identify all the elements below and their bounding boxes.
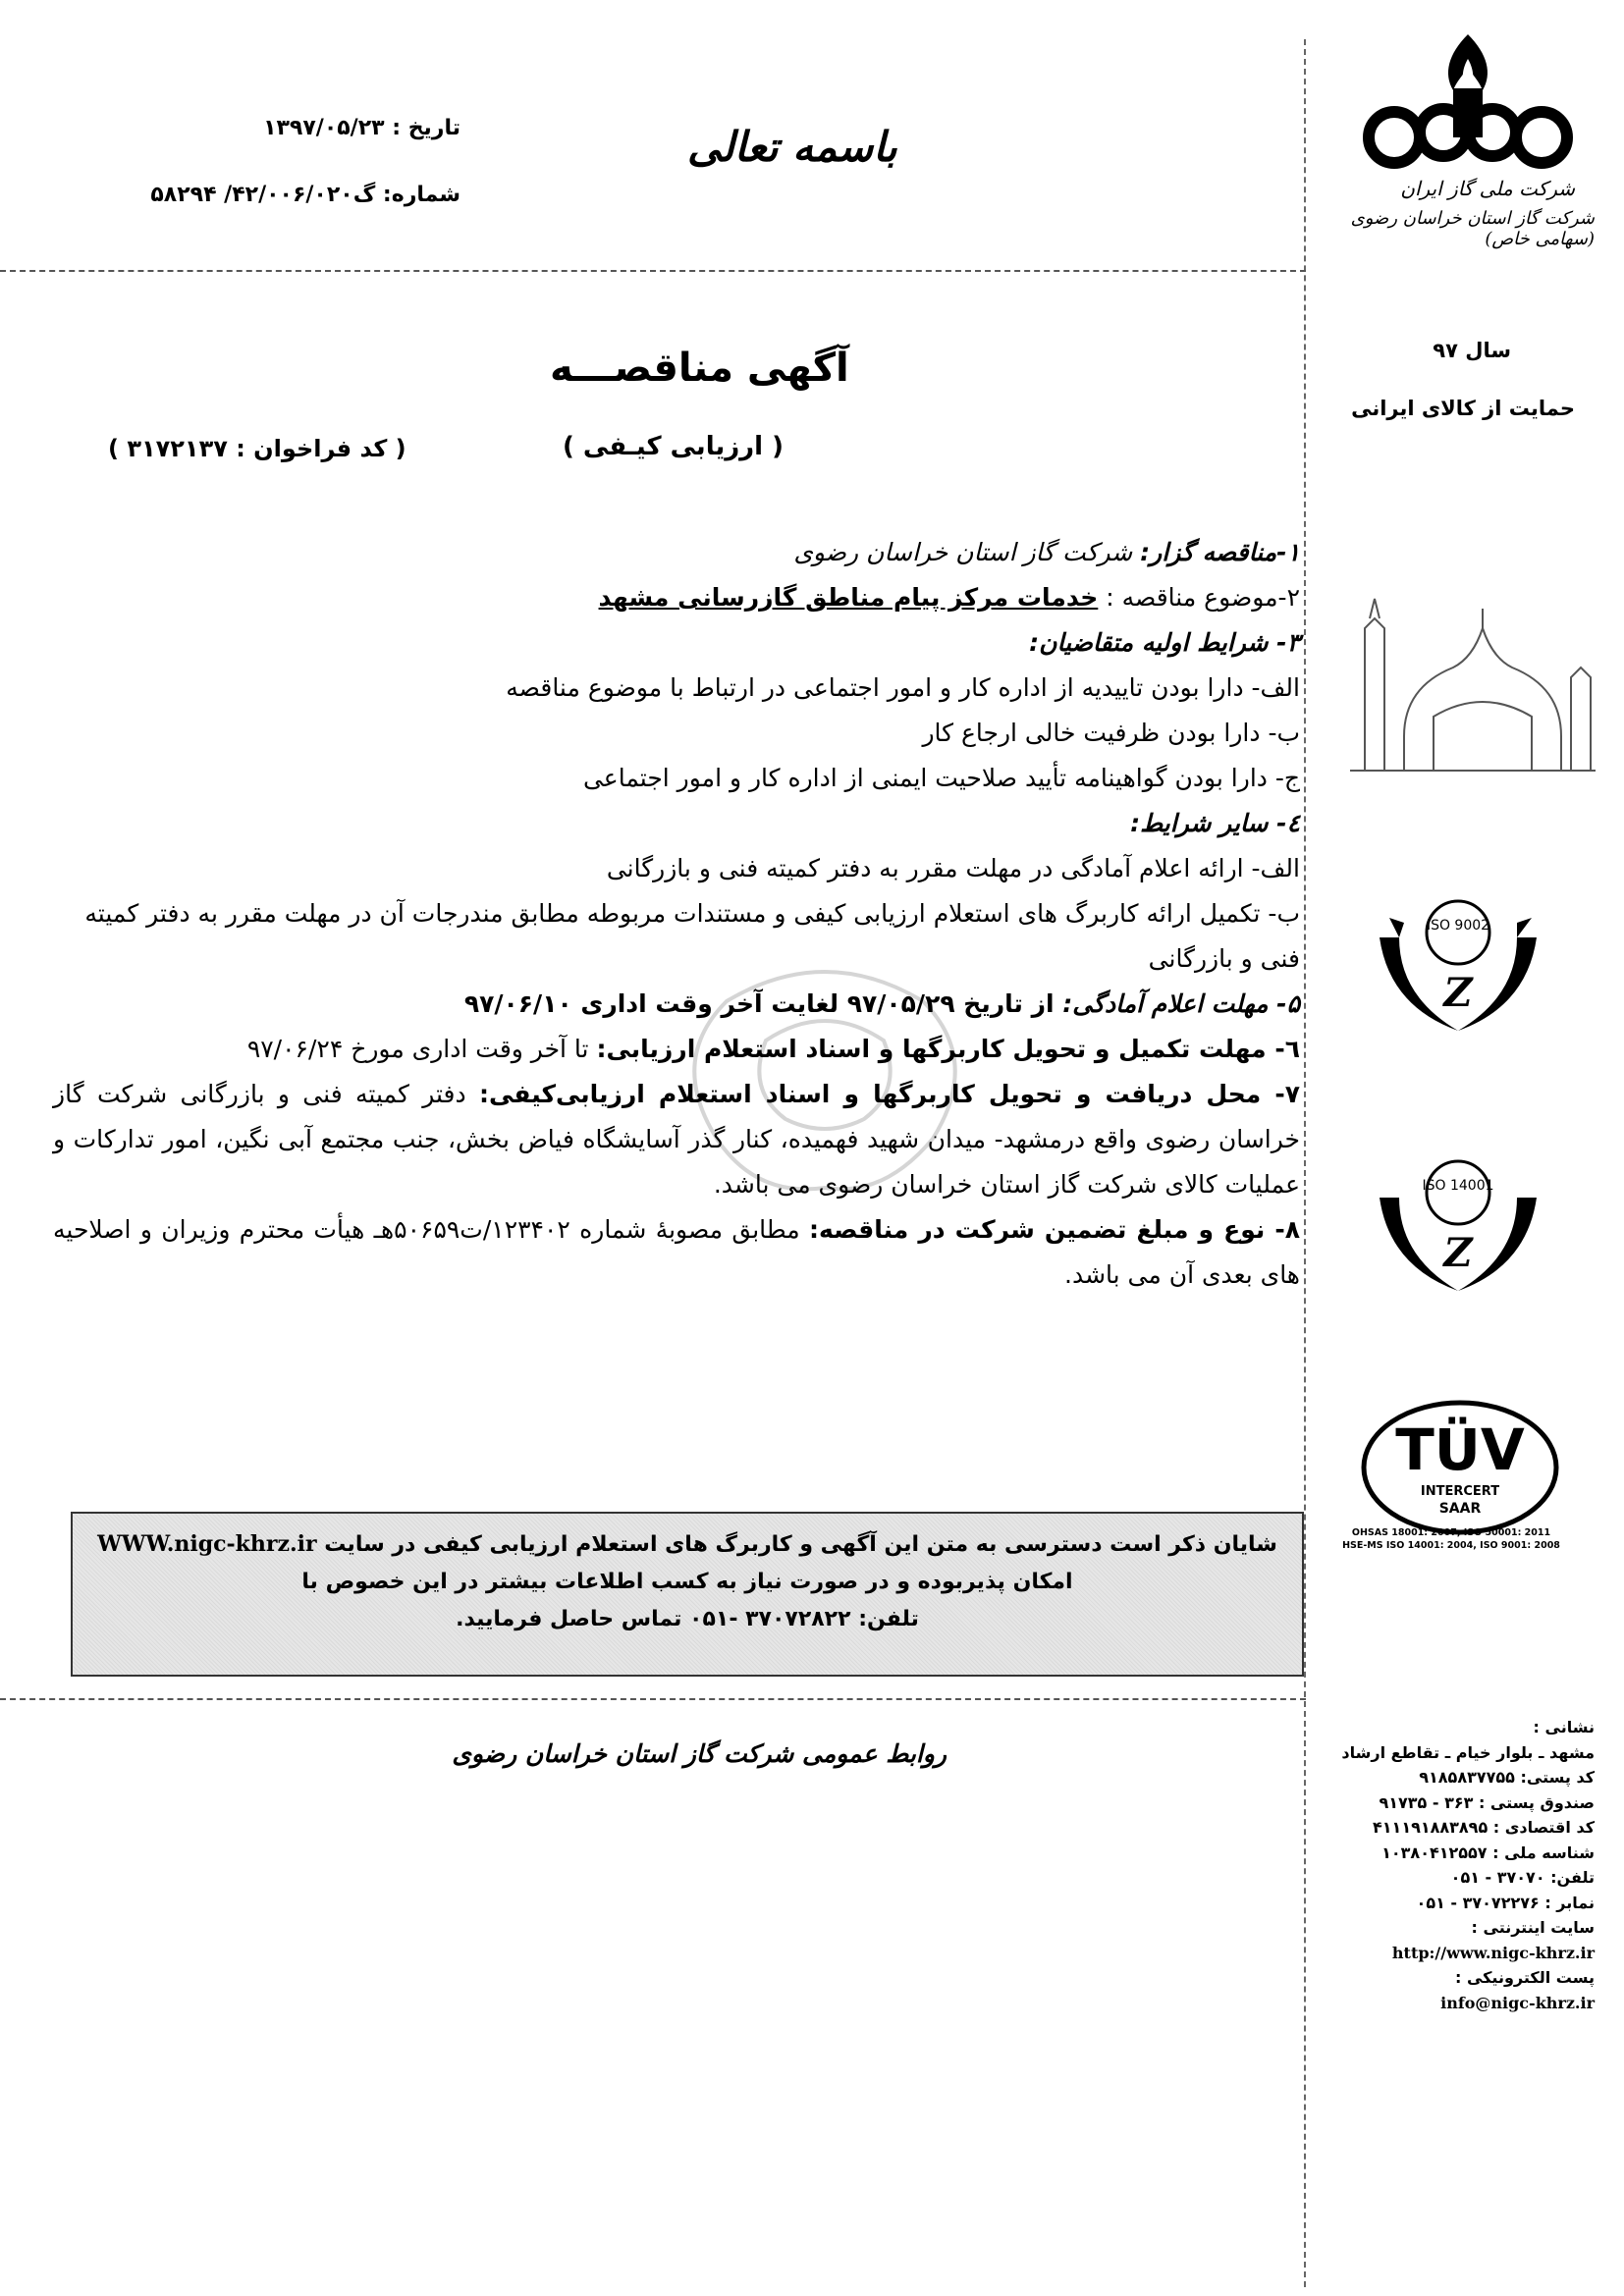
item-4b: ب- تکمیل ارائه کاربرگ های استعلام ارزیابی کیفی و مستندات مربوطه مطابق مندرجات آن در مهلت مقرر به دفتر کمیته فنی و بازرگانی xyxy=(84,899,1300,973)
certificate-standards: OHSAS 18001: 2007, ISO 50001: 2011 HSE-MS ISO 14001: 2004, ISO 9001: 2008 xyxy=(1342,1527,1560,1551)
svg-text:Z: Z xyxy=(1443,970,1473,1016)
address-phone: تلفن: ۳۷۰۷۰ - ۰۵۱ xyxy=(1450,1868,1595,1887)
iso-text: ISO 9002 xyxy=(1426,918,1490,934)
tender-body xyxy=(53,530,1300,1298)
svg-text:Z: Z xyxy=(1443,1230,1473,1276)
tuv-certificate-logo-icon xyxy=(1360,1399,1561,1536)
address-email-label: پست الکترونیکی : xyxy=(1454,1968,1595,1987)
item-3-heading: ۳- شرایط اولیه متقاضیان: xyxy=(1029,628,1300,657)
address-label: نشانی : xyxy=(1533,1718,1595,1736)
notice-line-2: امکان پذیربوده و در صورت نیاز به کسب اطلاعات بیشتر در این خصوص با xyxy=(301,1570,1073,1594)
notice-website-link[interactable]: WWW.nigc-khrz.ir xyxy=(97,1531,317,1557)
item-3a: الف- دارا بودن تاییدیه از اداره کار و امور اجتماعی در ارتباط با موضوع مناقصه xyxy=(506,673,1300,702)
notice-line-3: تلفن: ۳۷۰۷۲۸۲۲ -۰۵۱ تماس حاصل فرمایید. xyxy=(456,1607,919,1631)
iso-certificate-badge-icon xyxy=(1370,879,1546,1041)
call-code: ( کد فراخوان : ۳۱۷۲۱۳۷ ) xyxy=(108,435,406,462)
item-5: ۵- مهلت اعلام آمادگی: از تاریخ ۹۷/۰۵/۲۹ لغایت آخر وقت اداری ۹۷/۰۶/۱۰ xyxy=(463,989,1300,1018)
item-6: ٦- مهلت تکمیل و تحویل کاربرگها و اسناد استعلام ارزیابی: تا آخر وقت اداری مورخ ۹۷/۰۶/۲۴ xyxy=(246,1035,1300,1063)
item-8: ۸- نوع و مبلغ تضمین شرکت در مناقصه: مطابق مصوبهٔ شماره ۱۲۳۴۰۲/ت۵۰۶۵۹هـ هیأت محترم وزیران و اصلاحیه های بعدی آن می باشد. xyxy=(53,1215,1301,1289)
footer-divider xyxy=(0,1698,1306,1700)
address-po-box: صندوق پستی : ۳۶۳ - ۹۱۷۳۵ xyxy=(1379,1792,1595,1812)
svg-text:SAAR: SAAR xyxy=(1438,1501,1482,1517)
notice-line-1: شایان ذکر است دسترسی به متن این آگهی و کاربرگ های استعلام ارزیابی کیفی در سایت WWW.nigc-khrz.ir xyxy=(97,1531,1277,1557)
item-3b: ب- دارا بودن ظرفیت خالی ارجاع کار xyxy=(922,719,1300,747)
header-divider xyxy=(0,270,1306,272)
address-website-label: سایت اینترنتی : xyxy=(1471,1918,1595,1937)
letter-date: تاریخ : ۱۳۹۷/۰۵/۲۳ xyxy=(263,116,460,140)
letter-number: شماره: گ۴۲/۰۰۶/۰۲۰/ ۵۸۲۹۴ xyxy=(150,183,460,207)
item-7: ۷- محل دریافت و تحویل کاربرگها و اسناد استعلام ارزیابی‌کیفی: دفتر کمیته فنی و بازرگانی شرکت گاز خراسان رضوی واقع درمشهد- میدان شهید فهمیده، کنار گذر آسایشگاه فیاض بخش، جنب مجتمع آبی نگین، امور تدارکات و عملیات کالای شرکت گاز استان خراسان رضوی می باشد. xyxy=(53,1080,1300,1199)
address-email-link[interactable]: info@nigc-khrz.ir xyxy=(1440,1993,1595,2012)
svg-text:INTERCERT: INTERCERT xyxy=(1420,1484,1500,1499)
bismillah-heading: باسمه تعالی xyxy=(687,123,897,171)
shrine-sketch-icon xyxy=(1345,589,1600,785)
address-postal-code: کد پستی: ۹۱۸۵۸۳۷۷۵۵ xyxy=(1419,1768,1595,1787)
tender-subtitle: ( ارزیابی کیـفی ) xyxy=(563,432,784,461)
address-fax: نمابر : ۳۷۰۷۲۲۷۶ - ۰۵۱ xyxy=(1416,1893,1595,1912)
company-name-national: شرکت ملی گاز ایران xyxy=(1400,177,1575,200)
item-4a: الف- ارائه اعلام آمادگی در مهلت مقرر به دفتر کمیته فنی و بازرگانی xyxy=(606,854,1300,882)
year-label: سال ۹۷ xyxy=(1433,339,1511,362)
public-relations-signature: روابط عمومی شرکت گاز استان خراسان رضوی xyxy=(452,1739,947,1768)
website-notice-box xyxy=(71,1512,1304,1677)
address-website-link[interactable]: http://www.nigc-khrz.ir xyxy=(1391,1943,1595,1962)
slogan: حمایت از کالای ایرانی xyxy=(1351,397,1575,420)
item-2: ۲-موضوع مناقصه : خدمات مرکز پیام مناطق گازرسانی مشهد xyxy=(598,583,1300,612)
company-name-provincial: شرکت گاز استان خراسان رضوی (سهامی خاص) xyxy=(1350,208,1595,249)
address-economic-code: کد اقتصادی : ۴۱۱۱۹۱۸۸۳۸۹۵ xyxy=(1373,1818,1595,1837)
address-national-id: شناسه ملی : ۱۰۳۸۰۴۱۲۵۵۷ xyxy=(1381,1842,1595,1862)
iso-text: ISO 14001 xyxy=(1422,1178,1494,1194)
item-4-heading: ٤- سایر شرایط: xyxy=(1130,809,1300,837)
item-1: ۱-مناقصه گزار: شرکت گاز استان خراسان رضوی xyxy=(793,538,1300,566)
svg-text:TÜV: TÜV xyxy=(1395,1416,1525,1483)
company-address-block xyxy=(1310,1715,1595,2015)
vertical-divider xyxy=(1304,39,1306,2287)
address-street: مشهد ـ بلوار خیام ـ تقاطع ارشاد xyxy=(1341,1742,1595,1762)
item-3c: ج- دارا بودن گواهینامه تأیید صلاحیت ایمنی از اداره کار و امور اجتماعی xyxy=(582,764,1300,792)
nigc-flame-logo xyxy=(1355,29,1581,196)
tender-title: آگهی مناقصـــه xyxy=(550,346,849,391)
iso-certificate-badge-icon xyxy=(1370,1139,1546,1301)
